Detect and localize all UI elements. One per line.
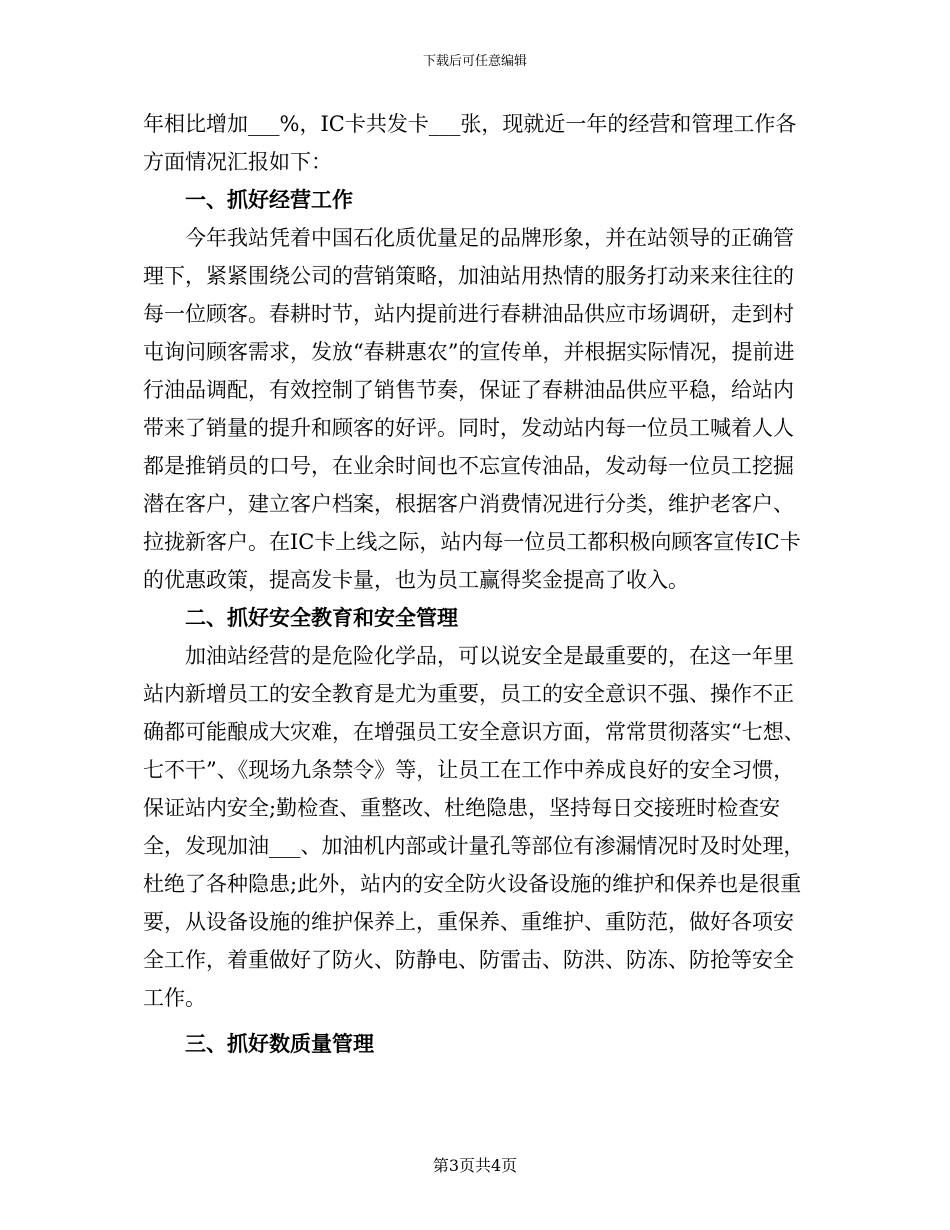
section-body-operations: 今年我站凭着中国石化质优量足的品牌形象，并在站领导的正确管理下，紧紧围绕公司的营销策略，加油站用热情的服务打动来来往往的每一位顾客。春耕时节，站内提前进行春耕油品供应市场调研，走到村屯询问顾客需求，发放“春耕惠农”的宣传单，并根据实际情况，提前进行油品调配，有效控制了销售节奏，保证了春耕油品供应平稳，给站内带来了销量的提升和顾客的好评。同时，发动站内每一位员工喊着人人都是推销员的口号，在业余时间也不忘宣传油品，发动每一位员工挖掘潜在客户，建立客户档案，根据客户消费情况进行分类，维护老客户、拉拢新客户。在IC卡上线之际，站内每一位员工都积极向顾客宣传IC卡的优惠政策，提高发卡量，也为员工赢得奖金提高了收入。 (143, 226, 801, 592)
section-heading-quality: 三、抓好数质量管理 (185, 1031, 374, 1056)
intro-paragraph: 年相比增加___%，IC卡共发卡___张，现就近一年的经营和管理工作各方面情况汇报如下： (143, 112, 797, 174)
section-heading-safety: 二、抓好安全教育和安全管理 (185, 605, 458, 630)
document-body (143, 105, 807, 1063)
section-heading-operations: 一、抓好经营工作 (185, 187, 353, 212)
page-number: 第3页共4页 (432, 1156, 518, 1175)
page-header-note: 下载后可任意编辑 (422, 54, 527, 69)
section-body-safety: 加油站经营的是危险化学品，可以说安全是最重要的，在这一年里站内新增员工的安全教育是尤为重要，员工的安全意识不强、操作不正确都可能酿成大灾难，在增强员工安全意识方面，常常贯彻落实“七想、七不干”、《现场九条禁令》等，让员工在工作中养成良好的安全习惯，保证站内安全;勤检查、重整改、杜绝隐患，坚持每日交接班时检查安全，发现加油___、加油机内部或计量孔等部位有渗漏情况时及时处理，杜绝了各种隐患;此外，站内的安全防火设备设施的维护和保养也是很重要，从设备设施的维护保养上，重保养、重维护、重防范，做好各项安全工作，着重做好了防火、防静电、防雷击、防洪、防冻、防抢等安全工作。 (143, 644, 805, 1010)
